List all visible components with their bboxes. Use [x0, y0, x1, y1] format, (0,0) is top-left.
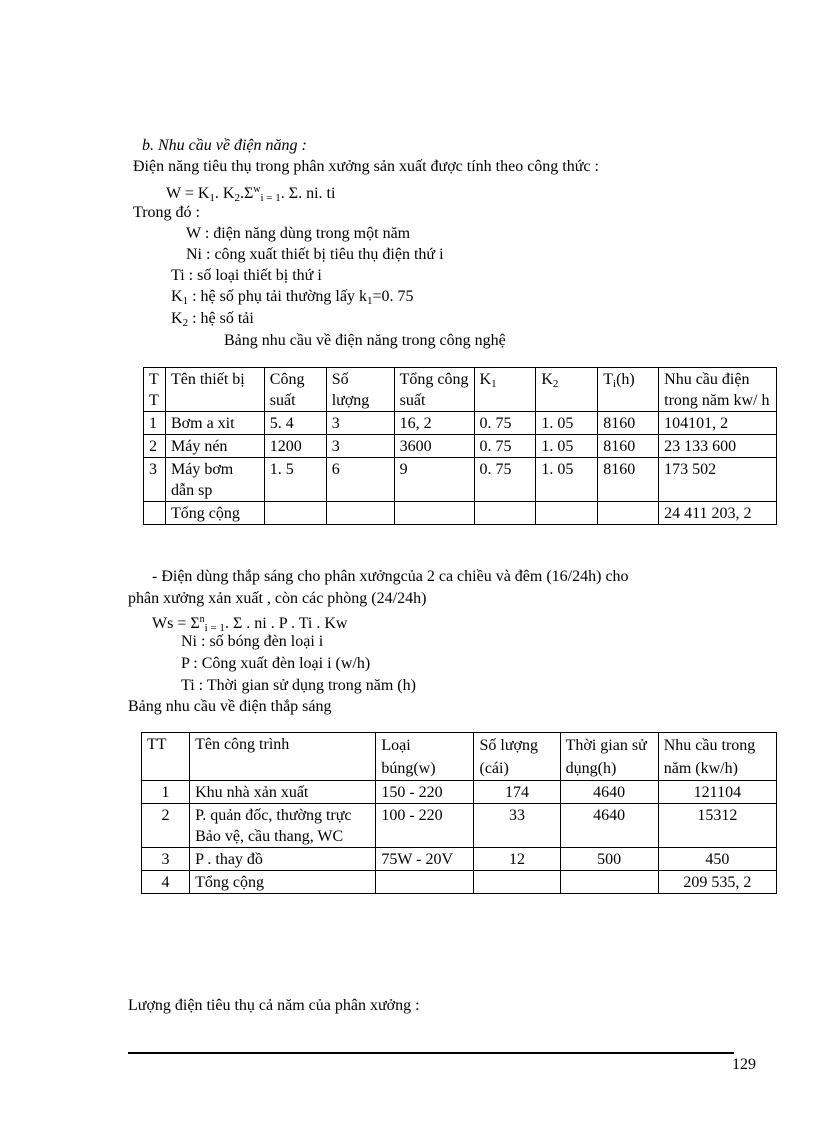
technology-energy-table — [143, 367, 777, 525]
cell-qty: 3 — [326, 435, 394, 458]
lighting-note-line1: - Điện dùng thắp sáng cho phân xưởngcủa 2 ca chiều và đêm (16/24h) cho — [152, 568, 629, 585]
cell-tt: 2 — [144, 435, 166, 458]
cell-k1: 0. 75 — [474, 435, 536, 458]
cell-time: 4640 — [560, 804, 658, 848]
header-tt: TT — [142, 733, 190, 781]
lighting-note-line2: phân xưởng xản xuất , còn các phòng (24/24h) — [128, 590, 427, 607]
cell-empty — [598, 502, 659, 525]
table-total-row — [144, 502, 777, 525]
cell-name: Máy bơm dẫn sp — [165, 458, 264, 502]
table-row — [144, 435, 777, 458]
def-w: W : điện năng dùng trong một năm — [186, 225, 411, 242]
cell-empty — [326, 502, 394, 525]
def2-ti: Ti : Thời gian sử dụng trong năm (h) — [181, 677, 416, 694]
cell-bulb: 150 - 220 — [376, 781, 474, 804]
cell-ti: 8160 — [598, 435, 659, 458]
where-label: Trong đó : — [133, 204, 200, 221]
header-ti: $T_i(h)$ — [598, 368, 659, 412]
table-row — [142, 848, 777, 871]
total-value: 209 535, 2 — [658, 871, 776, 894]
cell-demand: 450 — [658, 848, 776, 871]
header-qty: Số lượng (cái) — [474, 733, 560, 781]
cell-empty — [394, 502, 474, 525]
cell-time: 4640 — [560, 781, 658, 804]
table-row — [144, 412, 777, 435]
cell-qty: 3 — [326, 412, 394, 435]
cell-qty: 6 — [326, 458, 394, 502]
def-ni: Ni : công xuất thiết bị tiêu thụ điện thứ i — [186, 246, 444, 263]
cell-name: Khu nhà xản xuất — [190, 781, 376, 804]
cell-name: P . thay đồ — [190, 848, 376, 871]
cell-power: 1200 — [264, 435, 326, 458]
footer-rule — [128, 1052, 734, 1054]
table-row — [142, 804, 777, 848]
cell-time: 500 — [560, 848, 658, 871]
cell-qty: 12 — [474, 848, 560, 871]
cell-k2: 1. 05 — [536, 458, 598, 502]
def-ti: Ti : số loại thiết bị thứ i — [171, 267, 322, 284]
header-demand: Nhu cầu trong năm (kw/h) — [658, 733, 776, 781]
cell-demand: 104101, 2 — [659, 412, 777, 435]
cell-tt: 1 — [142, 781, 190, 804]
cell-qty: 33 — [474, 804, 560, 848]
total-label: Tổng cộng — [190, 871, 376, 894]
intro-text: Điện năng tiêu thụ trong phân xưởng sản xuất được tính theo công thức : — [133, 158, 599, 175]
cell-demand: 23 133 600 — [659, 435, 777, 458]
section-heading: b. Nhu cầu về điện năng : — [142, 137, 307, 154]
table1-caption: Bảng nhu cầu về điện năng trong công nghệ — [224, 332, 506, 349]
cell-tt: 3 — [142, 848, 190, 871]
table-total-row — [142, 871, 777, 894]
cell-qty — [474, 871, 560, 894]
header-bulb: Loại búng(w) — [376, 733, 474, 781]
cell-tt: 2 — [142, 804, 190, 848]
def-k2: $K_2$ : hệ số tải — [171, 310, 254, 329]
header-demand: Nhu cầu điện trong năm kw/ h — [659, 368, 777, 412]
table-header-row — [142, 733, 777, 781]
cell-tt: 1 — [144, 412, 166, 435]
cell-ti: 8160 — [598, 412, 659, 435]
header-name: Tên công trình — [190, 733, 376, 781]
def2-p: P : Công xuất đèn loại i (w/h) — [181, 655, 371, 672]
header-k2: $K_2$ — [536, 368, 598, 412]
cell-demand: 15312 — [658, 804, 776, 848]
cell-time — [560, 871, 658, 894]
cell-power: 5. 4 — [264, 412, 326, 435]
closing-text: Lượng điện tiêu thụ cả năm của phân xưởng : — [128, 997, 420, 1014]
cell-tt: 4 — [142, 871, 190, 894]
energy-formula: $W = K_1$. $K_2.\Sigma^w_{i = 1}$. Σ. ni. ti — [166, 184, 336, 204]
cell-ti: 8160 — [598, 458, 659, 502]
header-tt: T T — [144, 368, 166, 412]
cell-total: 16, 2 — [394, 412, 474, 435]
cell-total: 9 — [394, 458, 474, 502]
header-time: Thời gian sử dụng(h) — [560, 733, 658, 781]
header-qty: Số lượng — [326, 368, 394, 412]
cell-empty — [474, 502, 536, 525]
table2-caption: Bảng nhu cầu về điện thắp sáng — [128, 698, 332, 715]
cell-total: 3600 — [394, 435, 474, 458]
cell-bulb: 75W - 20V — [376, 848, 474, 871]
table-header-row — [144, 368, 777, 412]
cell-bulb: 100 - 220 — [376, 804, 474, 848]
cell-name: Máy nén — [165, 435, 264, 458]
def-k1: $K_1$ : hệ số phụ tải thường lấy $k_1=0$. 75 — [171, 288, 414, 307]
cell-name: P. quản đốc, thường trực Bảo vệ, cầu thang, WC — [190, 804, 376, 848]
cell-power: 1. 5 — [264, 458, 326, 502]
cell-bulb — [376, 871, 474, 894]
cell-empty — [264, 502, 326, 525]
total-value: 24 411 203, 2 — [659, 502, 777, 525]
lighting-formula: $Ws = \Sigma^n_{i = 1}$. Σ . ni . P . Ti . Kw — [152, 614, 348, 634]
cell-tt — [144, 502, 166, 525]
cell-k1: 0. 75 — [474, 458, 536, 502]
cell-empty — [536, 502, 598, 525]
cell-k2: 1. 05 — [536, 412, 598, 435]
cell-demand: 121104 — [658, 781, 776, 804]
header-total: Tổng công suất — [394, 368, 474, 412]
header-k1: $K_1$ — [474, 368, 536, 412]
cell-k1: 0. 75 — [474, 412, 536, 435]
header-name: Tên thiết bị — [165, 368, 264, 412]
cell-name: Bơm a xit — [165, 412, 264, 435]
def2-ni: Ni : số bóng đèn loại i — [181, 633, 324, 650]
header-power: Công suất — [264, 368, 326, 412]
table-row — [144, 458, 777, 502]
cell-qty: 174 — [474, 781, 560, 804]
lighting-energy-table — [141, 732, 777, 894]
cell-k2: 1. 05 — [536, 435, 598, 458]
cell-tt: 3 — [144, 458, 166, 502]
cell-demand: 173 502 — [659, 458, 777, 502]
page-number: 129 — [732, 1056, 756, 1073]
table-row — [142, 781, 777, 804]
total-label: Tổng cộng — [165, 502, 264, 525]
